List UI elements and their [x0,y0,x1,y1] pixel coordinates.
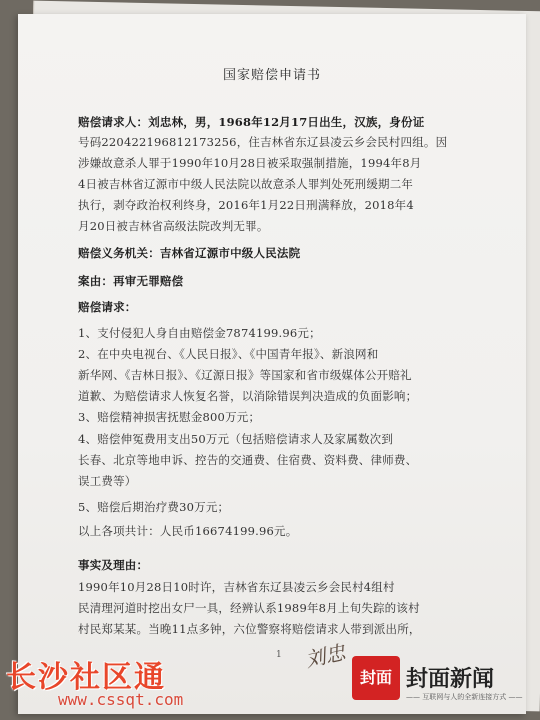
document-line: 民清理河道时挖出女尸一具，经辨认系1989年8月上旬失踪的该村 [78,601,420,615]
fengmian-logo [352,650,540,710]
fengmian-logo-name: 封面新闻 [406,667,495,692]
document-line: 事实及理由： [78,558,149,572]
document-line: 以上各项共计：人民币16674199.96元。 [78,524,298,538]
cssqt-watermark-url: www.cssqt.com [58,690,184,709]
document-line: 3、赔偿精神损害抚慰金800万元； [78,410,261,424]
cssqt-watermark-title: 长沙社区通 [6,660,166,695]
cssqt-watermark [0,652,250,714]
document-line: 1990年10月28日10时许，吉林省东辽县凌云乡会民村4组村 [78,580,395,594]
document-line: 新华网、《吉林日报》、《辽源日报》等国家和省市级媒体公开赔礼 [78,368,412,382]
document-line: 道歉、为赔偿请求人恢复名誉，以消除错误判决造成的负面影响； [78,389,418,403]
document-line: 4日被吉林省辽源市中级人民法院以故意杀人罪判处死刑缓期二年 [78,177,414,191]
document-line: 长春、北京等地申诉、控告的交通费、住宿费、资料费、律师费、 [78,453,418,467]
handwritten-signature: 刘忠 [303,640,348,672]
document-line: 号码220422196812173256，住吉林省东辽县凌云乡会民村四组。因 [78,135,448,149]
fengmian-logo-tagline: —— 互联网与人的全新连接方式 —— [406,693,523,701]
document-line: 5、赔偿后期治疗费30万元； [78,500,230,514]
fengmian-logo-icon: 封面 [352,656,400,700]
document-line: 误工费等） [78,474,137,488]
document-line: 月20日被吉林省高级法院改判无罪。 [78,219,269,233]
document-line: 村民郑某某。当晚11点多钟，六位警察将赔偿请求人带到派出所， [78,622,421,636]
document-page [18,14,526,714]
document-line: 1、支付侵犯人身自由赔偿金7874199.96元； [78,326,321,340]
page-number: 1 [276,650,282,660]
document-line: 执行，剥夺政治权利终身，2016年1月22日刑满释放，2018年4 [78,198,414,212]
document-title: 国家赔偿申请书 [222,68,321,83]
document-line: 赔偿请求： [78,300,137,314]
document-line: 赔偿请求人：刘忠林，男，1968年12月17日出生，汉族，身份证 [78,115,425,129]
document-line: 案由：再审无罪赔偿 [78,274,184,288]
document-line: 赔偿义务机关：吉林省辽源市中级人民法院 [78,246,301,260]
document-line: 4、赔偿伸冤费用支出50万元（包括赔偿请求人及家属数次到 [78,432,394,446]
document-line: 涉嫌故意杀人罪于1990年10月28日被采取强制措施，1994年8月 [78,156,422,170]
document-line: 2、在中央电视台、《人民日报》、《中国青年报》、新浪网和 [78,347,379,361]
